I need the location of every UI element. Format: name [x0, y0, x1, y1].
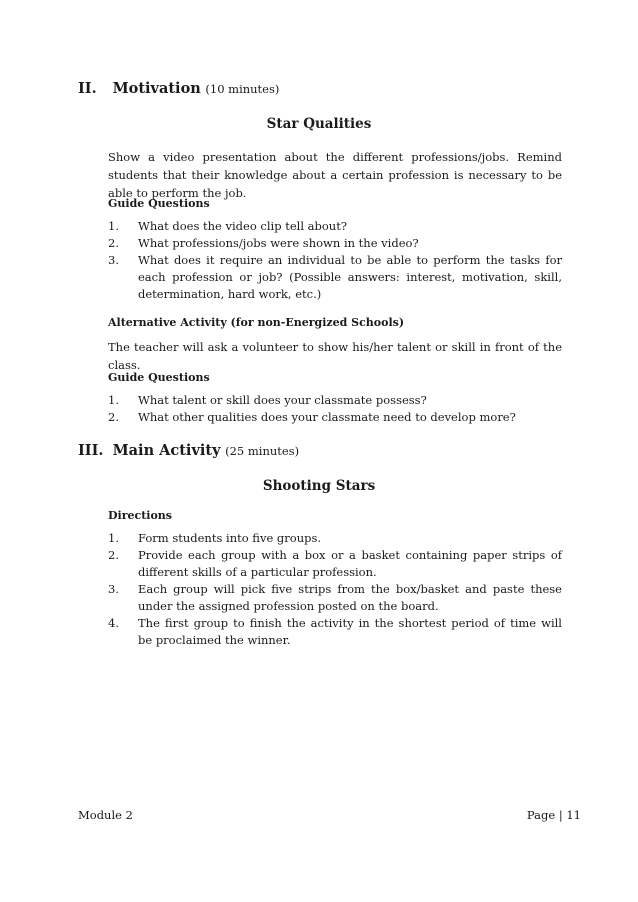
footer-page-number: Page | 11	[526, 808, 581, 822]
section-heading-main-activity	[78, 442, 299, 459]
list-number: 2.	[108, 236, 119, 250]
list-text: What does the video clip tell about?	[138, 219, 348, 233]
list-text: What does it require an individual to be able to perform the tasks for each profession or job? (Possible answers: interest, motivation, skill, determination, hard work, etc.)	[138, 253, 562, 301]
list-item	[108, 409, 562, 426]
list-number: 1.	[108, 531, 119, 545]
list-item	[108, 581, 562, 615]
section-numeral: III.	[78, 442, 104, 459]
list-number: 3.	[108, 253, 119, 267]
alt-guide-questions-heading: Guide Questions	[108, 371, 210, 384]
section-title: Main Activity	[112, 442, 221, 459]
list-item	[108, 392, 562, 409]
guide-questions-list	[108, 218, 562, 303]
list-item	[108, 615, 562, 649]
list-text: Each group will pick five strips from the box/basket and paste these under the assigned profession posted on the board.	[138, 582, 562, 613]
section-numeral: II.	[78, 80, 97, 97]
list-item	[108, 235, 562, 252]
list-item	[108, 530, 562, 547]
directions-heading: Directions	[108, 509, 172, 522]
list-number: 1.	[108, 393, 119, 407]
list-item	[108, 252, 562, 303]
activity-title-shooting-stars: Shooting Stars	[262, 478, 376, 494]
section-duration: (25 minutes)	[225, 444, 300, 458]
directions-list	[108, 530, 562, 649]
alternative-activity-text: The teacher will ask a volunteer to show his/her talent or skill in front of the class.	[108, 340, 562, 372]
guide-questions-heading: Guide Questions	[108, 197, 210, 210]
alt-guide-questions-list	[108, 392, 562, 426]
list-number: 2.	[108, 548, 119, 562]
list-text: Provide each group with a box or a basket containing paper strips of different skills of a particular profession.	[138, 548, 562, 579]
list-item	[108, 218, 562, 235]
footer-module-label: Module 2	[78, 808, 133, 822]
list-number: 3.	[108, 582, 119, 596]
list-text: What other qualities does your classmate need to develop more?	[138, 410, 516, 424]
list-text: The first group to finish the activity in the shortest period of time will be proclaimed the winner.	[138, 616, 562, 647]
motivation-intro-paragraph: Show a video presentation about the different professions/jobs. Remind students that their knowledge about a certain profession is necessary to be able to perform the job.	[108, 150, 562, 200]
list-number: 2.	[108, 410, 119, 424]
list-number: 4.	[108, 616, 119, 630]
alternative-activity-heading: Alternative Activity (for non-Energized Schools)	[108, 316, 405, 329]
list-text: What talent or skill does your classmate possess?	[138, 393, 427, 407]
activity-title-star-qualities: Star Qualities	[266, 116, 372, 132]
list-number: 1.	[108, 219, 119, 233]
section-title: Motivation	[112, 80, 201, 97]
list-item	[108, 547, 562, 581]
list-text: What professions/jobs were shown in the video?	[138, 236, 419, 250]
list-text: Form students into five groups.	[138, 531, 322, 545]
section-heading-motivation	[78, 80, 279, 97]
section-duration: (10 minutes)	[205, 82, 280, 96]
